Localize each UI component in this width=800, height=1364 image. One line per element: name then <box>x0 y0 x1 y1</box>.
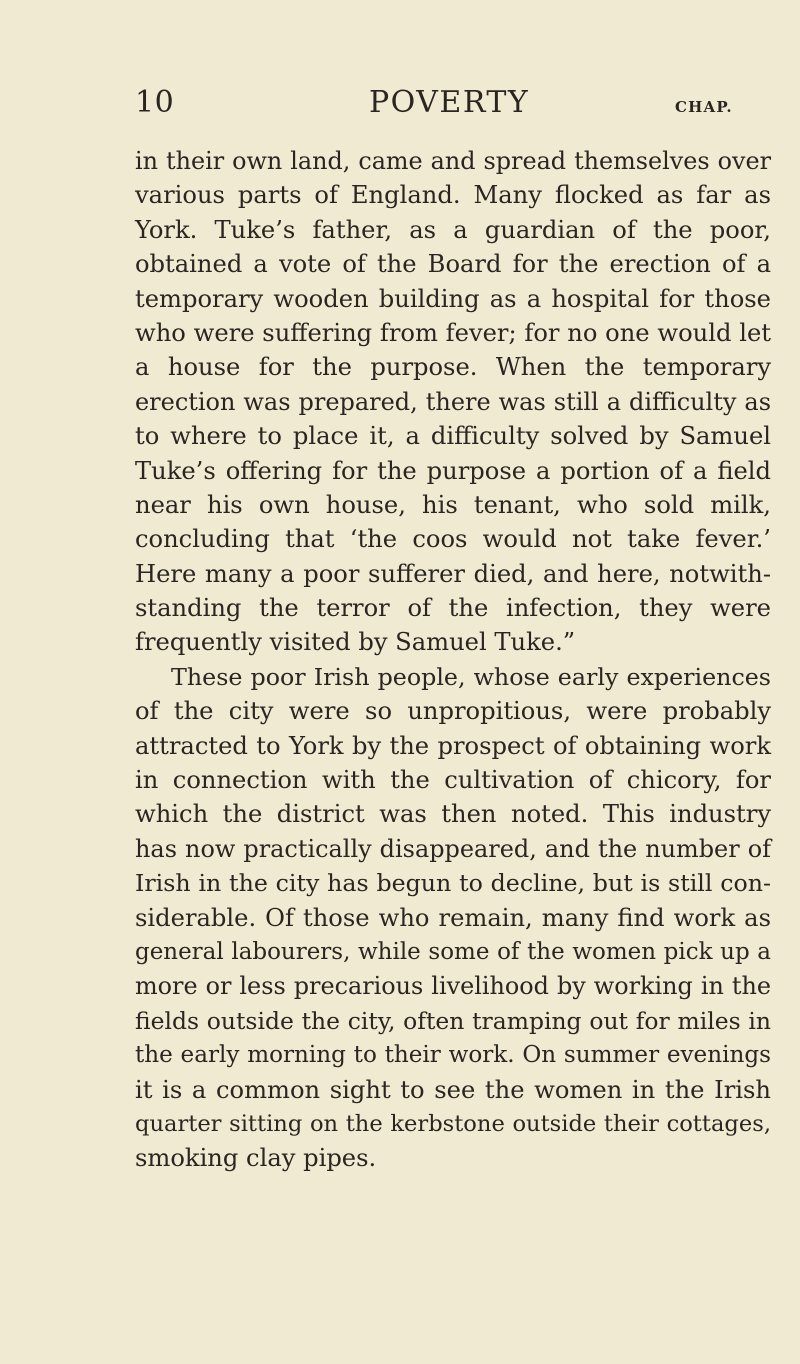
text-line: in connection with the cultivation of chicory, for <box>135 766 771 795</box>
text-line-paragraph-end: smoking clay pipes. <box>135 1144 377 1173</box>
text-line: to where to place it, a difficulty solved by Samuel <box>135 422 771 451</box>
text-line: general labourers, while some of the women pick up a <box>135 938 771 965</box>
text-line-paragraph-end: frequently visited by Samuel Tuke.” <box>135 628 576 657</box>
text-line: who were suffering from fever; for no one would let <box>135 318 771 347</box>
running-head <box>0 85 800 128</box>
text-line: various parts of England. Many flocked as far as <box>135 181 771 210</box>
text-line: temporary wooden building as a hospital for those <box>135 284 771 313</box>
text-line: quarter sitting on the kerbstone outside their cottages, <box>135 1110 771 1137</box>
text-line: York. Tuke’s father, as a guardian of the poor, <box>135 215 771 244</box>
body-text <box>135 144 771 1176</box>
text-line: Irish in the city has begun to decline, but is still con- <box>135 869 771 898</box>
text-line: concluding that ‘the coos would not take fever.’ <box>135 525 771 554</box>
text-line: standing the terror of the infection, they were <box>135 594 771 623</box>
page-number: 10 <box>135 85 175 120</box>
chapter-label: CHAP. <box>675 98 733 116</box>
text-line: more or less precarious livelihood by working in the <box>135 972 771 1001</box>
text-line: a house for the purpose. When the temporary <box>135 353 771 382</box>
text-line-paragraph-start: These poor Irish people, whose early experiences <box>171 662 771 691</box>
text-line: obtained a vote of the Board for the erection of a <box>135 250 771 279</box>
text-line: of the city were so unpropitious, were probably <box>135 697 771 726</box>
text-line: which the district was then noted. This industry <box>135 800 771 829</box>
text-line: siderable. Of those who remain, many find work as <box>135 903 771 932</box>
text-line: the early morning to their work. On summer evenings <box>135 1042 771 1069</box>
text-line: fields outside the city, often tramping out for miles in <box>135 1006 771 1035</box>
text-line: near his own house, his tenant, who sold milk, <box>135 490 771 519</box>
text-line: erection was prepared, there was still a difficulty as <box>135 387 771 416</box>
text-line: Here many a poor sufferer died, and here, notwith- <box>135 559 771 588</box>
text-line: has now practically disappeared, and the number of <box>135 834 771 863</box>
text-line: attracted to York by the prospect of obtaining work <box>135 731 771 760</box>
text-line: in their own land, came and spread themselves over <box>135 147 771 175</box>
text-line: Tuke’s offering for the purpose a portion of a field <box>135 456 771 485</box>
running-title: POVERTY <box>369 85 530 120</box>
text-line: it is a common sight to see the women in the Irish <box>135 1075 771 1104</box>
